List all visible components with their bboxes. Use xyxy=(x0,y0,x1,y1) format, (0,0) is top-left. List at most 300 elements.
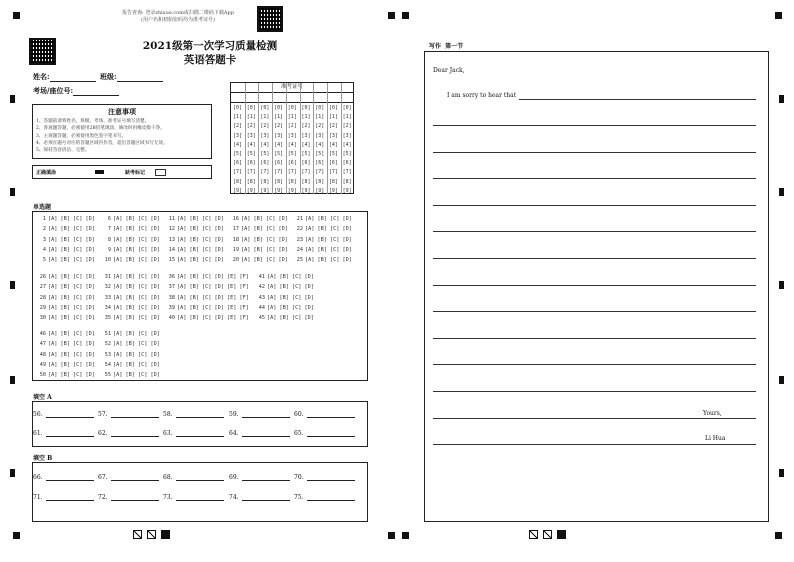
exam-id-digit-bubble[interactable]: [5] xyxy=(246,151,256,158)
choice-question[interactable] xyxy=(37,257,95,263)
choice-question[interactable] xyxy=(37,247,95,253)
exam-id-digit-bubble[interactable]: [7] xyxy=(301,169,311,176)
writing-line[interactable] xyxy=(433,231,756,232)
question-number: 2 xyxy=(42,226,46,233)
fill-blank-line[interactable] xyxy=(307,494,355,501)
exam-id-digit-bubble[interactable]: [7] xyxy=(315,169,325,176)
choice-question[interactable] xyxy=(37,362,95,368)
exam-id-digit-bubble[interactable]: [3] xyxy=(328,132,338,139)
fill-blank-number: 56. xyxy=(33,411,43,418)
fill-blank-line[interactable] xyxy=(307,474,355,481)
fill-blank-number: 72. xyxy=(98,494,108,501)
exam-id-digit-bubble[interactable]: [2] xyxy=(328,123,338,130)
answer-options[interactable]: [A] [B] [C] [D] xyxy=(241,257,288,264)
choice-question[interactable] xyxy=(102,362,160,368)
exam-id-digit-bubble[interactable]: [6] xyxy=(328,160,338,167)
choice-question[interactable] xyxy=(166,257,224,263)
notes-box xyxy=(32,104,212,159)
exam-id-digit-bubble[interactable]: [6] xyxy=(274,160,284,167)
writing-line[interactable] xyxy=(433,205,756,206)
timing-mark xyxy=(779,188,784,196)
answer-options[interactable]: [A] [B] [C] [D] xyxy=(305,236,352,243)
answer-options[interactable]: [A] [B] [C] [D] xyxy=(48,226,95,233)
answer-options[interactable]: [A] [B] [C] [D] xyxy=(305,226,352,233)
exam-id-digit-bubble[interactable]: [9] xyxy=(274,187,284,194)
fill-blank-item[interactable] xyxy=(163,411,224,418)
fill-blank-line[interactable] xyxy=(46,411,94,418)
exam-id-digit-bubble[interactable]: [1] xyxy=(233,114,243,121)
question-number: 14 xyxy=(168,246,175,253)
letter-opening-line[interactable] xyxy=(519,99,756,100)
notes-item: 3、主观题答题，必须使用黑色签字笔书写。 xyxy=(36,133,127,139)
exam-id-digit-bubble[interactable]: [9] xyxy=(287,187,297,194)
exam-id-digit-bubble[interactable]: [1] xyxy=(246,114,256,121)
answer-options[interactable]: [A] [B] [C] [D] xyxy=(48,372,95,379)
answer-options[interactable]: [A] [B] [C] [D] xyxy=(113,372,160,379)
fill-blank-line[interactable] xyxy=(307,430,355,437)
answer-options[interactable]: [A] [B] [C] [D] xyxy=(113,257,160,264)
exam-id-digit-bubble[interactable]: [2] xyxy=(260,123,270,130)
choice-question[interactable] xyxy=(256,274,314,280)
exam-id-digit-bubble[interactable]: [1] xyxy=(301,114,311,121)
page-mark-solid xyxy=(557,530,566,539)
writing-line[interactable] xyxy=(433,258,756,259)
fill-b-box xyxy=(32,462,368,522)
single-choice-area xyxy=(33,212,367,380)
fill-blank-line[interactable] xyxy=(111,430,159,437)
fill-blank-number: 57. xyxy=(98,411,108,418)
fill-blank-line[interactable] xyxy=(46,474,94,481)
choice-question[interactable] xyxy=(230,257,288,263)
question-number: 31 xyxy=(104,274,111,280)
choice-question[interactable] xyxy=(166,226,224,232)
exam-id-digit-column xyxy=(343,104,352,196)
answer-options[interactable]: [A] [B] [C] [D] xyxy=(48,236,95,243)
exam-id-digit-bubble[interactable]: [6] xyxy=(315,160,325,167)
exam-id-digit-bubble[interactable]: [5] xyxy=(328,151,338,158)
answer-options[interactable]: [A] [B] [C] [D] xyxy=(305,216,352,222)
answer-options[interactable]: [A] [B] [C] [D] xyxy=(113,246,160,253)
exam-id-digit-bubble[interactable]: [4] xyxy=(342,141,352,148)
choice-question[interactable] xyxy=(102,372,160,378)
answer-options[interactable]: [A] [B] [C] [D] xyxy=(177,226,224,233)
question-number: 32 xyxy=(104,284,111,291)
exam-id-digit-bubble[interactable]: [9] xyxy=(301,187,311,194)
question-number: 10 xyxy=(104,257,111,264)
choice-question[interactable] xyxy=(230,226,288,232)
choice-question[interactable] xyxy=(37,305,95,311)
choice-question[interactable] xyxy=(37,315,95,321)
choice-question[interactable] xyxy=(37,226,95,232)
exam-id-digit-bubble[interactable]: [0] xyxy=(260,105,270,111)
exam-id-digit-bubble[interactable]: [4] xyxy=(301,141,311,148)
answer-options[interactable]: [A] [B] [C] [D] xyxy=(241,216,288,222)
choice-question[interactable] xyxy=(166,274,249,280)
fill-blank-item[interactable] xyxy=(33,494,94,501)
fill-blank-item[interactable] xyxy=(33,430,94,437)
fill-blank-line[interactable] xyxy=(111,411,159,418)
exam-id-digit-bubble[interactable]: [9] xyxy=(260,187,270,194)
choice-question[interactable] xyxy=(37,372,95,378)
question-number: 22 xyxy=(296,226,303,233)
choice-question[interactable] xyxy=(166,284,249,290)
answer-options[interactable]: [A] [B] [C] [D] xyxy=(48,351,95,358)
page-mark-skew xyxy=(133,530,142,539)
choice-question[interactable] xyxy=(294,237,352,243)
fill-blank-item[interactable] xyxy=(229,430,290,437)
exam-id-digit-bubble[interactable]: [0] xyxy=(301,105,311,111)
exam-id-digit-bubble[interactable]: [2] xyxy=(315,123,325,130)
choice-question[interactable] xyxy=(166,315,249,321)
answer-options[interactable]: [A] [B] [C] [D] xyxy=(113,216,160,222)
name-label: 姓名: xyxy=(33,72,50,81)
exam-id-digit-bubble[interactable]: [0] xyxy=(287,105,297,111)
question-number: 38 xyxy=(168,294,175,301)
exam-id-digit-bubble[interactable]: [7] xyxy=(233,169,243,176)
choice-question[interactable] xyxy=(37,237,95,243)
writing-line[interactable] xyxy=(433,125,756,126)
absent-checkbox[interactable] xyxy=(155,169,166,176)
class-field[interactable] xyxy=(117,73,163,82)
fill-blank-item[interactable] xyxy=(229,474,290,481)
fill-blank-item[interactable] xyxy=(98,494,159,501)
fill-blank-item[interactable] xyxy=(163,474,224,481)
corner-mark-mbl xyxy=(388,532,395,539)
answer-options[interactable]: [A] [B] [C] [D] xyxy=(48,257,95,264)
choice-question[interactable] xyxy=(166,295,249,301)
page-mark-skew xyxy=(543,530,552,539)
choice-question[interactable] xyxy=(294,247,352,253)
exam-id-digit-bubble[interactable]: [2] xyxy=(287,123,297,130)
writing-line[interactable] xyxy=(433,338,756,339)
answer-options[interactable]: [A] [B] [C] [D] xyxy=(48,246,95,253)
answer-options[interactable]: [A] [B] [C] [D] xyxy=(48,341,95,348)
answer-options[interactable]: [A] [B] [C] [D] xyxy=(48,304,95,311)
exam-id-digit-bubble[interactable]: [4] xyxy=(328,141,338,148)
exam-id-digit-bubble[interactable]: [8] xyxy=(274,178,284,185)
choice-question[interactable] xyxy=(37,284,95,290)
question-number: 18 xyxy=(232,236,239,243)
fill-blank-line[interactable] xyxy=(111,474,159,481)
answer-options[interactable]: [A] [B] [C] [D] xyxy=(305,246,352,253)
choice-question[interactable] xyxy=(294,226,352,232)
choice-question[interactable] xyxy=(102,216,160,222)
answer-options[interactable]: [A] [B] [C] [D] xyxy=(113,236,160,243)
writing-line[interactable] xyxy=(433,391,756,392)
writing-line[interactable] xyxy=(433,152,756,153)
exam-id-digit-bubble[interactable]: [3] xyxy=(246,132,256,139)
answer-options[interactable]: [A] [B] [C] [D] xyxy=(241,246,288,253)
exam-id-digit-bubble[interactable]: [3] xyxy=(274,132,284,139)
exam-id-digit-bubble[interactable]: [2] xyxy=(342,123,352,130)
fill-blank-item[interactable] xyxy=(294,411,355,418)
answer-options[interactable]: [A] [B] [C] [D] xyxy=(113,284,160,291)
choice-question[interactable] xyxy=(230,237,288,243)
answer-options[interactable]: [A] [B] [C] [D] xyxy=(177,246,224,253)
answer-options[interactable]: [A] [B] [C] [D] xyxy=(113,304,160,311)
exam-id-digit-bubble[interactable]: [1] xyxy=(274,114,284,121)
choice-question[interactable] xyxy=(37,216,95,222)
exam-id-digit-bubble[interactable]: [8] xyxy=(328,178,338,185)
answer-options[interactable]: [A] [B] [C] [D] xyxy=(48,331,95,337)
question-number: 11 xyxy=(168,216,175,222)
fill-blank-number: 62. xyxy=(98,430,108,437)
letter-opening: I am sorry to hear that xyxy=(447,92,517,99)
exam-id-digit-bubble[interactable]: [3] xyxy=(342,132,352,139)
choice-question[interactable] xyxy=(166,237,224,243)
exam-id-digit-bubble[interactable]: [6] xyxy=(342,160,352,167)
choice-question[interactable] xyxy=(102,352,160,358)
fill-blank-line[interactable] xyxy=(176,474,224,481)
timing-mark xyxy=(10,281,15,289)
answer-options[interactable]: [A] [B] [C] [D] xyxy=(113,331,160,337)
exam-id-digit-bubble[interactable]: [1] xyxy=(342,114,352,121)
fill-blank-line[interactable] xyxy=(307,411,355,418)
exam-id-digit-bubble[interactable]: [0] xyxy=(328,105,338,111)
writing-line[interactable] xyxy=(433,285,756,286)
writing-line[interactable] xyxy=(433,444,756,445)
writing-line[interactable] xyxy=(433,418,756,419)
name-field[interactable] xyxy=(50,73,96,82)
choice-question[interactable] xyxy=(102,247,160,253)
fill-blank-number: 59. xyxy=(229,411,239,418)
choice-question[interactable] xyxy=(102,257,160,263)
fill-blank-item[interactable] xyxy=(33,474,94,481)
question-number: 24 xyxy=(296,246,303,253)
exam-id-digit-bubble[interactable]: [6] xyxy=(246,160,256,167)
exam-id-digit-bubble[interactable]: [8] xyxy=(233,178,243,185)
choice-question[interactable] xyxy=(230,247,288,253)
exam-id-digit-bubble[interactable]: [6] xyxy=(287,160,297,167)
fill-blank-item[interactable] xyxy=(294,430,355,437)
answer-options[interactable]: [A] [B] [C] [D] xyxy=(113,274,160,280)
exam-id-digit-bubble[interactable]: [5] xyxy=(233,151,243,158)
choice-question[interactable] xyxy=(166,216,224,222)
answer-options[interactable]: [A] [B] [C] [D] xyxy=(48,274,95,280)
exam-id-digit-bubble[interactable]: [7] xyxy=(328,169,338,176)
answer-options[interactable]: [A] [B] [C] [D] xyxy=(305,257,352,264)
fill-blank-item[interactable] xyxy=(294,494,355,501)
exam-id-digit-bubble[interactable]: [7] xyxy=(287,169,297,176)
fill-blank-item[interactable] xyxy=(163,494,224,501)
exam-id-digit-bubble[interactable]: [8] xyxy=(260,178,270,185)
corner-mark-br xyxy=(775,532,782,539)
answer-options[interactable]: [A] [B] [C] [D] xyxy=(48,361,95,368)
question-number: 26 xyxy=(39,274,46,280)
choice-question[interactable] xyxy=(256,295,314,301)
exam-id-digit-bubble[interactable]: [4] xyxy=(246,141,256,148)
exam-id-digit-bubble[interactable]: [5] xyxy=(274,151,284,158)
question-number: 34 xyxy=(104,304,111,311)
choice-question[interactable] xyxy=(166,305,249,311)
choice-question[interactable] xyxy=(102,341,160,347)
answer-options[interactable]: [A] [B] [C] [D] xyxy=(48,315,95,322)
exam-id-digit-bubble[interactable]: [9] xyxy=(233,187,243,194)
fill-blank-line[interactable] xyxy=(176,430,224,437)
exam-id-digit-bubble[interactable]: [2] xyxy=(274,123,284,130)
answer-options[interactable]: [A] [B] [C] [D] xyxy=(113,294,160,301)
choice-question[interactable] xyxy=(37,331,95,337)
exam-id-digit-bubble[interactable]: [9] xyxy=(342,187,352,194)
answer-options[interactable]: [A] [B] [C] [D] xyxy=(113,351,160,358)
exam-id-digit-bubble[interactable]: [0] xyxy=(274,105,284,111)
seat-field[interactable] xyxy=(73,87,119,96)
answer-options[interactable]: [A] [B] [C] [D] xyxy=(48,294,95,301)
choice-question[interactable] xyxy=(102,295,160,301)
exam-id-digit-bubble[interactable]: [0] xyxy=(315,105,325,111)
exam-id-digit-bubble[interactable]: [0] xyxy=(246,105,256,111)
fill-blank-line[interactable] xyxy=(111,494,159,501)
choice-question[interactable] xyxy=(102,274,160,280)
exam-id-digit-bubble[interactable]: [1] xyxy=(260,114,270,121)
answer-options[interactable]: [A] [B] [C] [D] xyxy=(113,361,160,368)
answer-options[interactable]: [A] [B] [C] [D] xyxy=(48,216,95,222)
fill-blank-line[interactable] xyxy=(46,430,94,437)
answer-options[interactable]: [A] [B] [C] [D] xyxy=(267,315,314,322)
question-number: 17 xyxy=(232,226,239,233)
exam-id-digit-bubble[interactable]: [7] xyxy=(274,169,284,176)
choice-question[interactable] xyxy=(37,274,95,280)
exam-id-digit-bubble[interactable]: [3] xyxy=(315,132,325,139)
exam-id-digit-bubble[interactable]: [2] xyxy=(301,123,311,130)
choice-question[interactable] xyxy=(102,284,160,290)
answer-options[interactable]: [A] [B] [C] [D] xyxy=(267,274,314,280)
exam-id-digit-bubble[interactable]: [5] xyxy=(287,151,297,158)
exam-id-digit-bubble[interactable]: [5] xyxy=(342,151,352,158)
writing-line[interactable] xyxy=(433,311,756,312)
exam-id-digit-bubble[interactable]: [9] xyxy=(328,187,338,194)
choice-question[interactable] xyxy=(256,284,314,290)
fill-blank-line[interactable] xyxy=(176,411,224,418)
exam-id-digit-bubble[interactable]: [8] xyxy=(287,178,297,185)
choice-question[interactable] xyxy=(230,216,288,222)
exam-id-digit-bubble[interactable]: [5] xyxy=(315,151,325,158)
fill-blank-item[interactable] xyxy=(98,430,159,437)
notes-item: 4、必须在题号对应的答题区域内作答，超出答题区域书写无效。 xyxy=(36,140,168,146)
exam-id-digit-bubble[interactable]: [4] xyxy=(260,141,270,148)
answer-options[interactable]: [A] [B] [C] [D] xyxy=(267,284,314,291)
fill-b-title: 填空 B xyxy=(33,455,53,462)
exam-id-digit-bubble[interactable]: [0] xyxy=(342,105,352,111)
choice-question[interactable] xyxy=(166,247,224,253)
choice-question[interactable] xyxy=(102,331,160,337)
question-number: 54 xyxy=(104,361,111,368)
answer-options[interactable]: [A] [B] [C] [D] [E] [F] xyxy=(177,284,249,291)
exam-id-digit-bubble[interactable]: [9] xyxy=(246,187,256,194)
fill-blank-item[interactable] xyxy=(229,494,290,501)
choice-question[interactable] xyxy=(37,341,95,347)
exam-id-digit-bubble[interactable]: [7] xyxy=(246,169,256,176)
corner-mark-mbr xyxy=(402,532,409,539)
fill-blank-line[interactable] xyxy=(176,494,224,501)
fill-blank-number: 60. xyxy=(294,411,304,418)
exam-id-digit-bubble[interactable]: [3] xyxy=(260,132,270,139)
choice-question[interactable] xyxy=(256,305,314,311)
exam-id-digit-bubble[interactable]: [1] xyxy=(315,114,325,121)
answer-options[interactable]: [A] [B] [C] [D] xyxy=(177,216,224,222)
exam-id-digit-bubble[interactable]: [8] xyxy=(315,178,325,185)
exam-id-digit-bubble[interactable]: [8] xyxy=(301,178,311,185)
answer-options[interactable]: [A] [B] [C] [D] xyxy=(48,284,95,291)
fill-blank-item[interactable] xyxy=(294,474,355,481)
choice-question[interactable] xyxy=(102,305,160,311)
fill-blank-line[interactable] xyxy=(242,474,290,481)
exam-id-digit-bubble[interactable]: [7] xyxy=(342,169,352,176)
fill-blank-line[interactable] xyxy=(242,494,290,501)
answer-options[interactable]: [A] [B] [C] [D] [E] [F] xyxy=(177,315,249,322)
choice-question[interactable] xyxy=(294,257,352,263)
choice-question[interactable] xyxy=(37,352,95,358)
choice-question[interactable] xyxy=(294,216,352,222)
writing-line[interactable] xyxy=(433,178,756,179)
fill-blank-item[interactable] xyxy=(98,411,159,418)
exam-id-digit-bubble[interactable]: [1] xyxy=(287,114,297,121)
exam-id-digit-bubble[interactable]: [8] xyxy=(342,178,352,185)
exam-id-digit-bubble[interactable]: [6] xyxy=(301,160,311,167)
answer-options[interactable]: [A] [B] [C] [D] [E] [F] xyxy=(177,294,249,301)
question-number: 12 xyxy=(168,226,175,233)
answer-options[interactable]: [A] [B] [C] [D] xyxy=(267,294,314,301)
answer-options[interactable]: [A] [B] [C] [D] [E] [F] xyxy=(177,304,249,311)
answer-options[interactable]: [A] [B] [C] [D] xyxy=(267,304,314,311)
exam-id-digit-bubble[interactable]: [1] xyxy=(328,114,338,121)
exam-id-digit-bubble[interactable]: [6] xyxy=(233,160,243,167)
answer-options[interactable]: [A] [B] [C] [D] [E] [F] xyxy=(177,274,249,280)
exam-id-digit-bubble[interactable]: [3] xyxy=(301,132,311,139)
exam-id-digit-bubble[interactable]: [0] xyxy=(233,105,243,111)
fill-blank-number: 75. xyxy=(294,494,304,501)
exam-id-digit-column xyxy=(233,104,242,196)
answer-options[interactable]: [A] [B] [C] [D] xyxy=(113,341,160,348)
exam-id-digit-bubble[interactable]: [5] xyxy=(301,151,311,158)
fill-blank-line[interactable] xyxy=(242,430,290,437)
exam-id-digit-bubble[interactable]: [2] xyxy=(246,123,256,130)
exam-id-digit-bubble[interactable]: [9] xyxy=(315,187,325,194)
fill-blank-line[interactable] xyxy=(242,411,290,418)
exam-id-digit-bubble[interactable]: [3] xyxy=(233,132,243,139)
choice-question[interactable] xyxy=(102,226,160,232)
fill-blank-item[interactable] xyxy=(98,474,159,481)
exam-id-digit-grid xyxy=(231,103,353,195)
exam-id-digit-bubble[interactable]: [4] xyxy=(274,141,284,148)
fill-blank-item[interactable] xyxy=(33,411,94,418)
fill-blank-item[interactable] xyxy=(163,430,224,437)
fill-blank-line[interactable] xyxy=(46,494,94,501)
answer-options[interactable]: [A] [B] [C] [D] xyxy=(241,236,288,243)
answer-options[interactable]: [A] [B] [C] [D] xyxy=(113,226,160,233)
exam-id-digit-bubble[interactable]: [4] xyxy=(315,141,325,148)
exam-id-digit-bubble[interactable]: [6] xyxy=(260,160,270,167)
answer-options[interactable]: [A] [B] [C] [D] xyxy=(241,226,288,233)
exam-id-digit-bubble[interactable]: [7] xyxy=(260,169,270,176)
choice-question[interactable] xyxy=(102,237,160,243)
choice-question[interactable] xyxy=(256,315,314,321)
choice-question[interactable] xyxy=(37,295,95,301)
exam-id-digit-bubble[interactable]: [4] xyxy=(287,141,297,148)
fill-b-area xyxy=(33,463,367,521)
answer-options[interactable]: [A] [B] [C] [D] xyxy=(177,257,224,264)
exam-id-digit-bubble[interactable]: [4] xyxy=(233,141,243,148)
writing-line[interactable] xyxy=(433,364,756,365)
choice-question[interactable] xyxy=(102,315,160,321)
answer-options[interactable]: [A] [B] [C] [D] xyxy=(113,315,160,322)
fill-blank-item[interactable] xyxy=(229,411,290,418)
exam-id-digit-bubble[interactable]: [3] xyxy=(287,132,297,139)
exam-id-digit-bubble[interactable]: [8] xyxy=(246,178,256,185)
answer-options[interactable]: [A] [B] [C] [D] xyxy=(177,236,224,243)
exam-id-digit-bubble[interactable]: [2] xyxy=(233,123,243,130)
exam-id-digit-bubble[interactable]: [5] xyxy=(260,151,270,158)
